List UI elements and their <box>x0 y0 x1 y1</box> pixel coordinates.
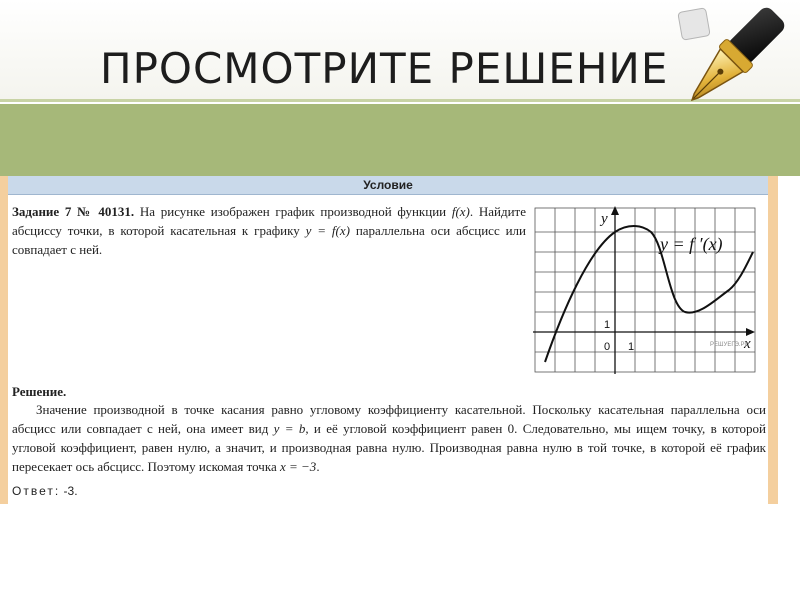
origin-label: 0 <box>604 341 611 353</box>
solution-text <box>12 400 766 476</box>
condition-header: Условие <box>8 176 768 195</box>
solution-text-1: Значение производной в точке касания равно угловому коэффициенту касательной. Поскольку касательная параллельна оси абсцисс или совпадает с ней, она имеет вид <box>12 402 766 436</box>
solution-text-2: , и её угловой коэффициент равен 0. Следовательно, мы ищем точку, в которой угловой коэффициент, равен нулю, а значит, и производная равна нулю. Производная равна нулю в той точке, в которой её график пересекает ось абсцисс. Поэтому искомая точка <box>12 421 766 474</box>
y-tick-label: 1 <box>604 319 611 331</box>
solution-heading: Решение. <box>12 384 67 399</box>
x-axis-arrow-icon <box>746 328 755 336</box>
slide-title: ПРОСМОТРИТЕ РЕШЕНИЕ <box>100 44 669 93</box>
y-axis-label: y <box>601 211 608 227</box>
solution-equation-2: x = −3 <box>279 459 317 474</box>
task-label: Задание 7 № 40131. <box>12 204 135 219</box>
answer-line <box>12 484 78 498</box>
watermark: РЕШУЕГЭ.РФ <box>710 342 750 348</box>
task-text-3: параллельна оси абсцисс или совпадает с ней. <box>12 223 526 257</box>
task-panel <box>0 176 778 504</box>
panel-left-border <box>0 176 8 504</box>
solution-equation-1: y = b <box>273 421 306 436</box>
curve-label: y = f ′(x) <box>660 234 723 254</box>
solution-text-3: . <box>316 459 320 474</box>
panel-right-border <box>768 176 778 504</box>
y-axis-arrow-icon <box>611 206 619 215</box>
x-axis-label: x <box>744 336 751 352</box>
answer-value: -3. <box>63 484 78 498</box>
task-statement <box>12 202 526 259</box>
fountain-pen-icon <box>672 2 790 120</box>
answer-label: Ответ: <box>12 484 61 498</box>
x-tick-label: 1 <box>628 341 635 353</box>
task-text-1: На рисунке изображен график производной функции <box>139 204 447 219</box>
task-function: f(x) <box>451 204 470 219</box>
derivative-graph <box>533 206 759 376</box>
task-equation: y = f(x) <box>305 223 350 238</box>
task-text-2: . Найдите абсциссу точки, в которой касательная к графику <box>12 204 526 238</box>
